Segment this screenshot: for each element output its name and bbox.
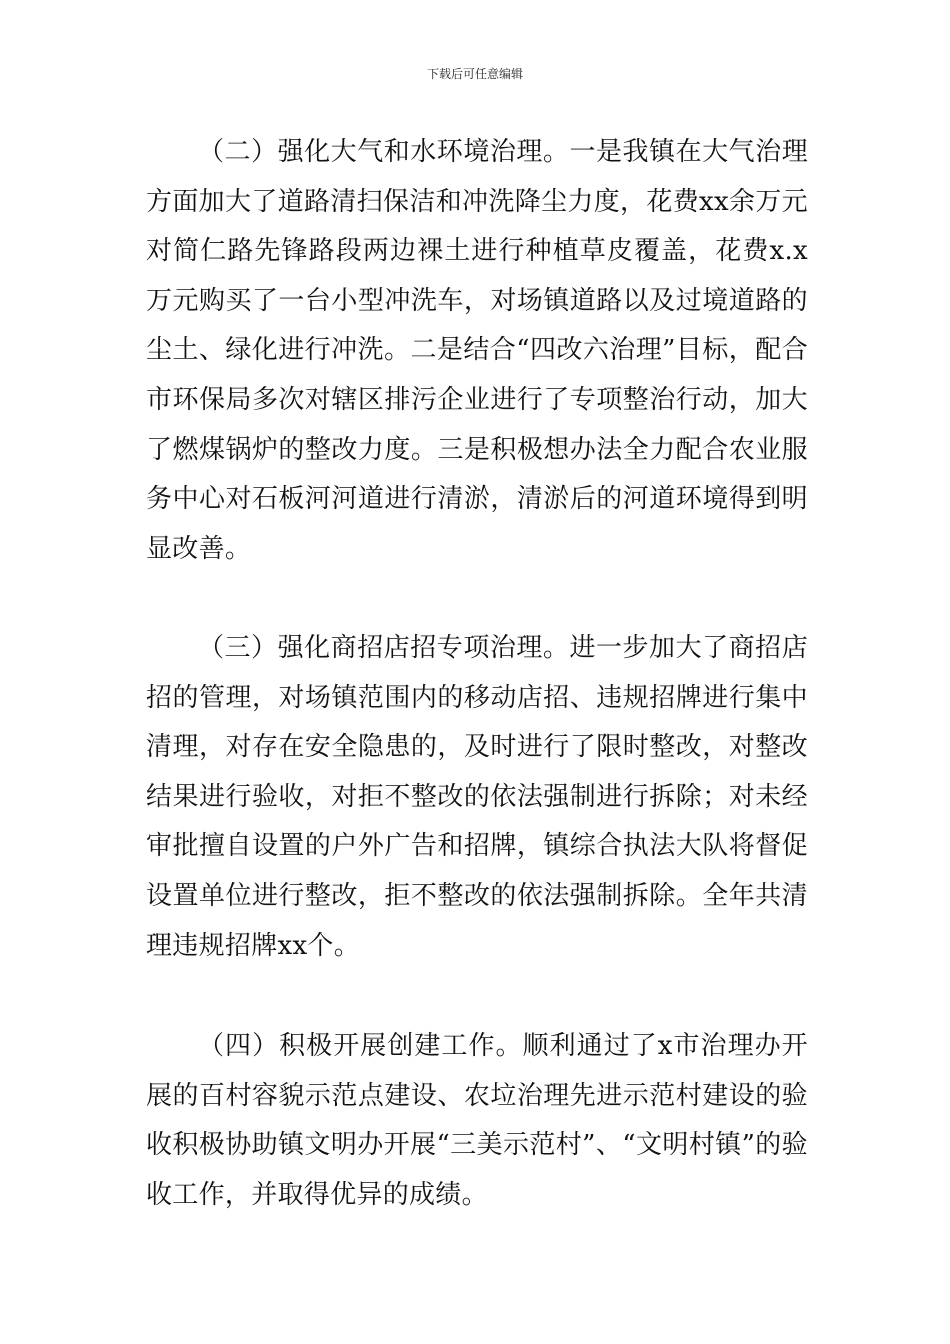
paragraph-creation-work: （四）积极开展创建工作。顺利通过了x市治理办开展的百村容貌示范点建设、农垃治理先进示范村建设的验收积极协助镇文明办开展“三美示范村”、“文明村镇”的验收工作，并取得优异的成绩。 [146, 1031, 808, 1210]
paragraph-air-water-governance: （二）强化大气和水环境治理。一是我镇在大气治理方面加大了道路清扫保洁和冲洗降尘力度，花费xx余万元对简仁路先锋路段两边裸土进行种植草皮覆盖，花费x.x万元购买了一台小型冲洗车，对场镇道路以及过境道路的尘土、绿化进行冲洗。二是结合“四改六治理”目标，配合市环保局多次对辖区排污企业进行了专项整治行动，加大了燃煤锅炉的整改力度。三是积极想办法全力配合农业服务中心对石板河河道进行清淤，清淤后的河道环境得到明显改善。 [146, 137, 808, 564]
page-header-note: 下载后可任意编辑 [426, 67, 523, 81]
paragraph-signboard-governance: （三）强化商招店招专项治理。进一步加大了商招店招的管理，对场镇范围内的移动店招、违规招牌进行集中清理，对存在安全隐患的，及时进行了限时整改，对整改结果进行验收，对拒不整改的依法强制进行拆除；对未经审批擅自设置的户外广告和招牌，镇综合执法大队将督促设置单位进行整改，拒不整改的依法强制拆除。全年共清理违规招牌xx个。 [146, 633, 808, 961]
